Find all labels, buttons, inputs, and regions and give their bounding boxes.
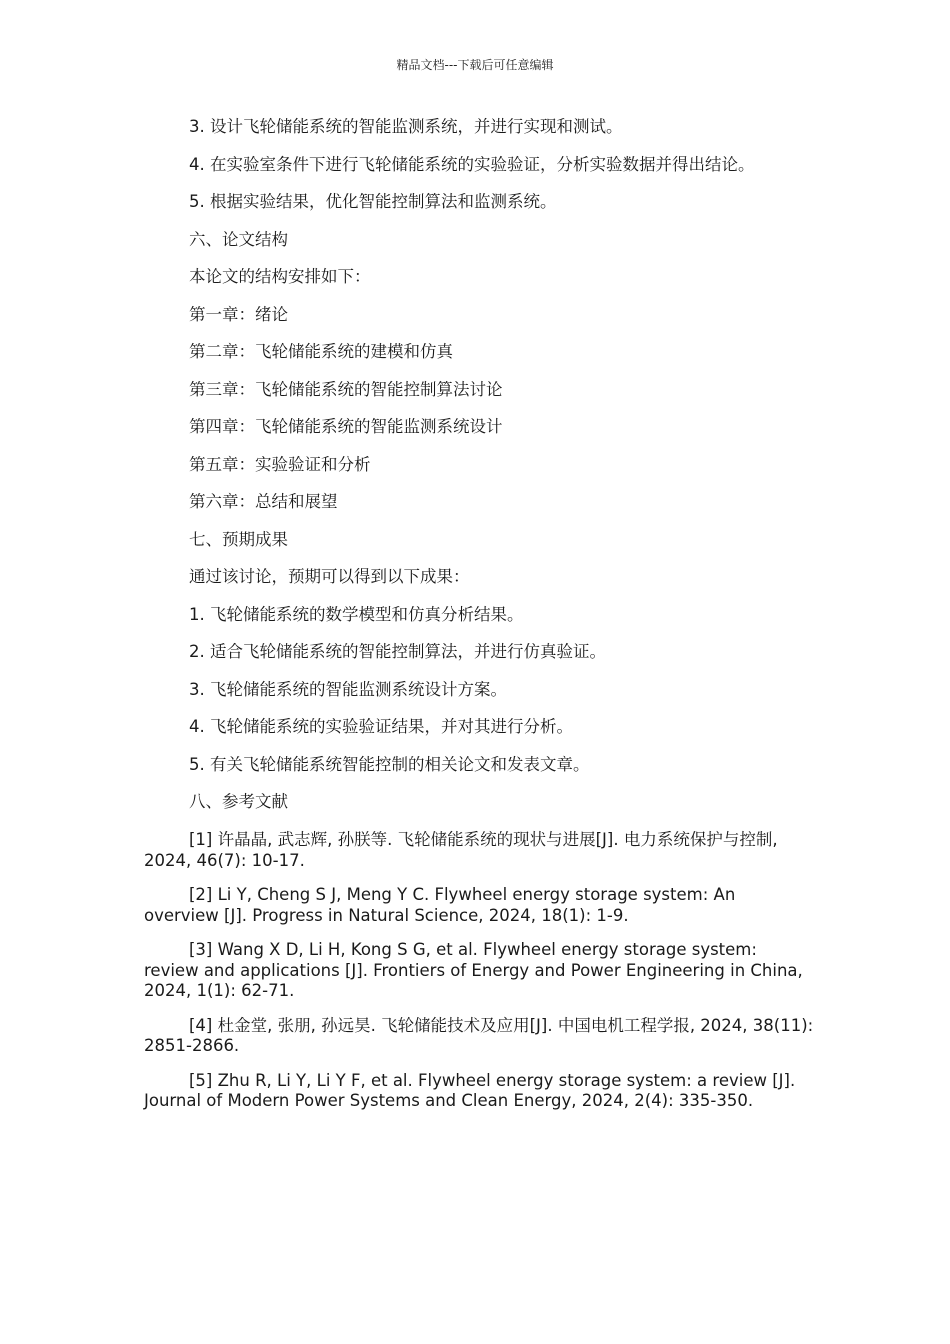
outcome-item-3: 3. 飞轮储能系统的智能监测系统设计方案。 [189,679,507,699]
reference-item-5: [5] Zhu R, Li Y, Li Y F, et al. Flywheel energy storage system: a review [J]. Journal of Modern Power Systems and Clean Energy, 2024, 2(4): 335-350. [144,1070,796,1110]
section-heading-outcomes: 七、预期成果 [189,529,288,549]
chapter-4: 第四章：飞轮储能系统的智能监测系统设计 [189,417,503,436]
reference-list [144,830,814,1126]
reference-item-3: [3] Wang X D, Li H, Kong S G, et al. Flywheel energy storage system: review and applications [J]. Frontiers of Energy and Power Engineering in China, 2024, 1(1): 62-71. [144,940,803,1000]
chapter-2: 第二章：飞轮储能系统的建模和仿真 [189,342,453,361]
reference-item-4: [4] 杜金堂, 张朋, 孙远昊. 飞轮储能技术及应用[J]. 中国电机工程学报, 2024, 38(11): 2851-2866. [144,1015,814,1055]
list-item-design-monitoring: 3. 设计飞轮储能系统的智能监测系统，并进行实现和测试。 [189,117,623,136]
paragraph-outcomes-intro: 通过该讨论，预期可以得到以下成果： [189,567,470,586]
section-heading-structure: 六、论文结构 [189,229,288,249]
body-text [189,116,829,829]
outcome-item-4: 4. 飞轮储能系统的实验验证结果，并对其进行分析。 [189,717,573,736]
section-heading-references: 八、参考文献 [189,792,288,811]
chapter-5: 第五章：实验验证和分析 [189,454,371,474]
chapter-3: 第三章：飞轮储能系统的智能控制算法讨论 [189,379,503,399]
list-item-optimize: 5. 根据实验结果，优化智能控制算法和监测系统。 [189,192,557,211]
outcome-item-5: 5. 有关飞轮储能系统智能控制的相关论文和发表文章。 [189,754,590,774]
paragraph-structure-intro: 本论文的结构安排如下： [189,267,371,286]
page-header: 精品文档---下载后可任意编辑 [396,58,554,72]
outcome-item-2: 2. 适合飞轮储能系统的智能控制算法，并进行仿真验证。 [189,642,606,661]
outcome-item-1: 1. 飞轮储能系统的数学模型和仿真分析结果。 [189,604,524,624]
reference-item-2: [2] Li Y, Cheng S J, Meng Y C. Flywheel energy storage system: An overview [J]. Progress in Natural Science, 2024, 18(1): 1-9. [144,885,736,925]
chapter-6: 第六章：总结和展望 [189,492,338,511]
reference-item-1: [1] 许晶晶, 武志辉, 孙朕等. 飞轮储能系统的现状与进展[J]. 电力系统保护与控制, 2024, 46(7): 10-17. [144,830,778,870]
list-item-lab-verification: 4. 在实验室条件下进行飞轮储能系统的实验验证，分析实验数据并得出结论。 [189,154,755,174]
chapter-1: 第一章：绪论 [189,304,288,324]
